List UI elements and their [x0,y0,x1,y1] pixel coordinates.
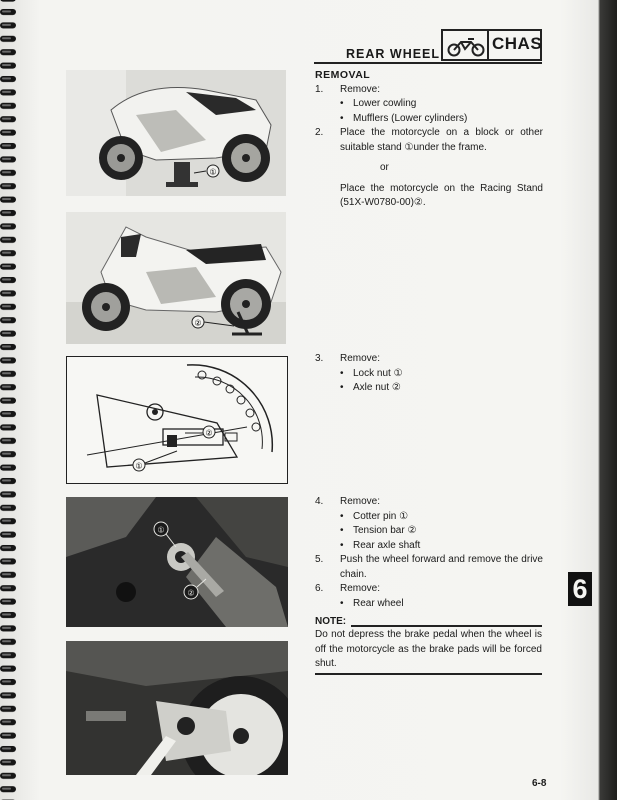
fig3-callout-2: ② [205,428,213,438]
or-text: or [380,162,389,173]
step-4 [315,495,543,510]
fig3-callout-1: ① [135,461,143,471]
figure-motorcycle-on-racing-stand [66,212,286,344]
fig1-callout-1: ① [209,167,217,177]
removal-section-1 [315,68,543,211]
step-label: Remove: [340,83,381,95]
step-number: 6. [315,583,324,594]
step-2-alternative: Place the motorcycle on the Racing Stand (51X-W0780-00)②. [340,182,543,208]
step-number: 4. [315,496,324,507]
list-item: • Rear axle shaft [315,539,543,554]
list-item: • Rear wheel [315,597,543,612]
note-rule-bottom [315,673,542,675]
list-item: • Lower cowling [315,97,543,112]
step-number: 2. [315,127,324,138]
list-item: • Cotter pin ① [315,510,543,525]
step-number: 3. [315,353,324,364]
figure-motorcycle-on-block [66,70,286,196]
spiral-binding [0,0,22,800]
step-1 [315,83,543,98]
note-text: Do not depress the brake pedal when the wheel is off the motorcycle as the brake pads will be forced shut. [315,629,542,669]
chapter-tab: 6 [568,572,592,606]
step-text: Place the motorcycle on a block or other suitable stand ①under the frame. [340,127,543,153]
chapter-code: CHAS [492,34,543,53]
step-label: Remove: [340,496,381,507]
note-heading: NOTE: [315,616,347,627]
removal-section-3 [315,352,543,396]
motorcycle-icon [446,35,486,57]
list-item: • Lock nut ① [315,367,543,382]
step-number: 5. [315,554,324,565]
figure-axle-nut-diagram [66,356,288,484]
step-label: Remove: [340,353,381,364]
page-number: 6-8 [532,778,547,789]
note-rule-top [351,625,542,627]
chapter-badge [441,29,542,61]
step-label: Remove: [340,583,381,594]
step-6 [315,582,543,597]
removal-section-4 [315,495,543,611]
list-item: • Axle nut ② [315,381,543,396]
step-2 [315,126,543,155]
badge-divider [487,31,489,59]
figure-cotter-pin-photo [66,497,288,627]
step-text: Push the wheel forward and remove the drive chain. [340,554,543,580]
removal-heading: REMOVAL [315,69,371,81]
section-title: REAR WHEEL [346,47,441,61]
step-3 [315,352,543,367]
list-item: • Tension bar ② [315,524,543,539]
step-5 [315,553,543,582]
fig4-callout-1: ① [157,525,165,535]
figure-rear-wheel-photo [66,641,288,775]
fig2-callout-2: ② [194,318,202,328]
list-item: • Mufflers (Lower cylinders) [315,112,543,127]
fig4-callout-2: ② [187,588,195,598]
header-rule [314,62,542,64]
step-number: 1. [315,83,324,95]
